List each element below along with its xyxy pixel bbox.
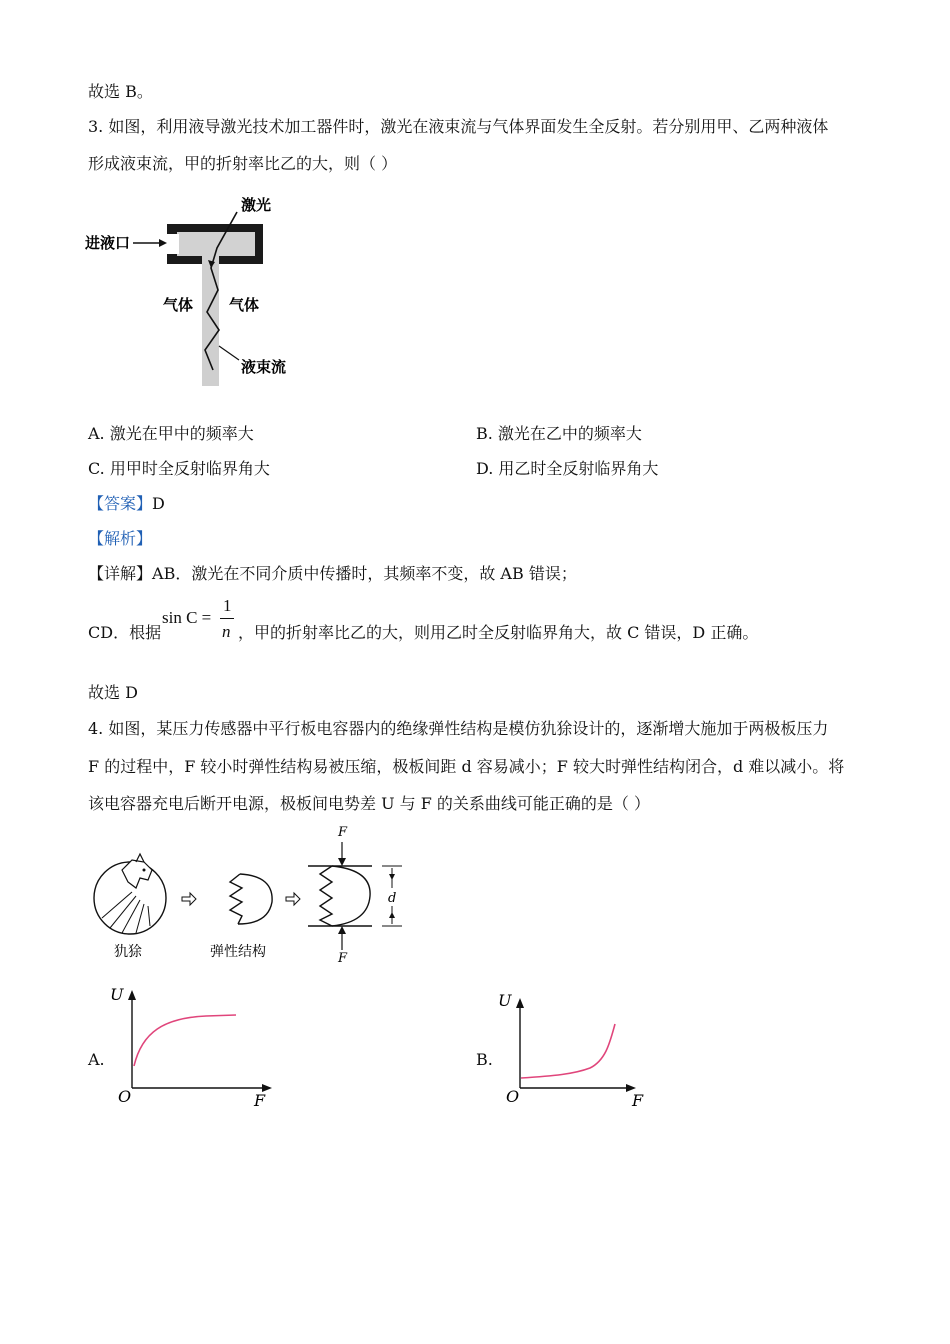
q2-conclusion: 故选 B。	[88, 82, 153, 101]
arrow-2	[286, 893, 300, 905]
q3-stem-line2: 形成液束流，甲的折射率比乙的大，则（ ）	[88, 154, 398, 173]
graph-b-y-label: U	[498, 991, 512, 1010]
label-inlet: 进液口	[85, 234, 131, 252]
formula-fraction-bar	[220, 618, 234, 619]
graph-a-curve	[134, 1015, 236, 1066]
q4-armadillo-figure	[92, 822, 412, 967]
q4-option-b-label: B.	[476, 1050, 493, 1069]
q3-detail-line1	[88, 564, 577, 584]
q3-analysis-row	[88, 529, 152, 549]
formula-denominator: n	[222, 622, 231, 641]
label-gas-left: 气体	[163, 296, 194, 314]
answer-tag: 【答案】	[88, 494, 153, 513]
label-stream: 液束流	[241, 358, 287, 376]
q4-stem-line3: 该电容器充电后断开电源，极板间电势差 U 与 F 的关系曲线可能正确的是（ ）	[88, 794, 651, 813]
label-structure: 弹性结构	[210, 944, 266, 960]
structure-arc	[238, 874, 272, 924]
label-d: d	[388, 891, 397, 906]
answer-value: D	[152, 494, 165, 513]
q3-laser-figure	[85, 190, 325, 390]
q4-stem-line2: F 的过程中，F 较小时弹性结构易被压缩，极板间距 d 容易减小；F 较大时弹性结构闭合，d 难以减小。将	[88, 757, 845, 776]
q3-detail-line2-prefix: CD．根据	[88, 623, 162, 642]
q4-graph-b	[494, 990, 674, 1120]
liquid-stream	[202, 256, 219, 386]
q4-stem-line1: 4. 如图，某压力传感器中平行板电容器内的绝缘弹性结构是模仿犰狳设计的，逐渐增大施加于两极板压力	[88, 719, 829, 738]
label-gas-right: 气体	[229, 296, 260, 314]
armadillo-head	[122, 860, 152, 888]
graph-a-origin: O	[118, 1087, 132, 1106]
graph-a-y-label: U	[110, 985, 124, 1004]
detail-tag: 【详解】	[88, 564, 153, 583]
label-force-top: F	[338, 825, 348, 840]
q3-option-b: B. 激光在乙中的频率大	[476, 424, 642, 443]
q4-graph-a	[106, 982, 286, 1112]
arrow-1	[182, 893, 196, 905]
q3-conclusion: 故选 D	[88, 683, 138, 702]
structure-zigzag	[230, 874, 242, 924]
q3-answer-row	[88, 494, 165, 514]
formula-lhs: sin C =	[162, 608, 212, 627]
formula-numerator: 1	[223, 596, 232, 615]
q3-option-c: C. 用甲时全反射临界角大	[88, 459, 270, 478]
label-laser: 激光	[241, 196, 272, 214]
analysis-tag: 【解析】	[88, 529, 153, 548]
q3-option-d: D. 用乙时全反射临界角大	[476, 459, 659, 478]
graph-b-curve	[521, 1024, 615, 1078]
graph-b-x-label: F	[632, 1091, 644, 1110]
label-force-bottom: F	[338, 951, 348, 966]
graph-a-x-label: F	[254, 1091, 266, 1110]
q3-stem-line1: 3. 如图，利用液导激光技术加工器件时，激光在液束流与气体界面发生全反射。若分别用甲、乙两种液体	[88, 117, 829, 136]
label-armadillo: 犰狳	[114, 944, 142, 960]
graph-b-origin: O	[506, 1087, 520, 1106]
detail-text-1: AB．激光在不同介质中传播时，其频率不变，故 AB 错误；	[152, 564, 577, 583]
q3-option-a: A. 激光在甲中的频率大	[88, 424, 254, 443]
q4-option-a-label: A.	[88, 1050, 105, 1069]
q3-detail-line2-suffix: ，甲的折射率比乙的大，则用乙时全反射临界角大，故 C 错误，D 正确。	[238, 623, 759, 642]
